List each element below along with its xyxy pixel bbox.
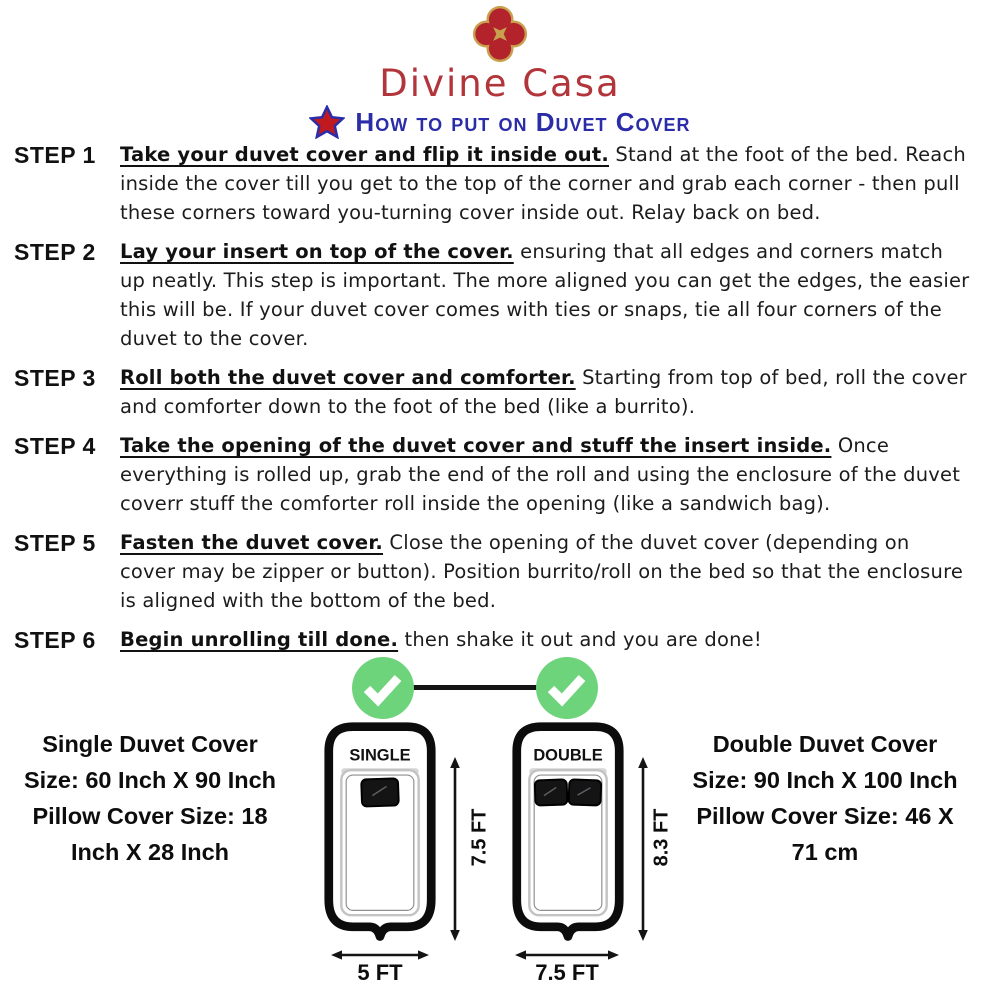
step-label: STEP 5 <box>14 530 96 556</box>
single-bed-diagram <box>322 718 438 954</box>
step-body: ensuring that all edges and corners match up neatly. This step is important. The more aligned you can get the edges, the easier this will be. If your duvet cover comes with ties or snaps, tie all four corners of the duvet to the cover. <box>120 240 970 350</box>
pillow-icon <box>535 779 568 805</box>
step-lead: Begin unrolling till done. <box>120 628 399 651</box>
step-text <box>120 363 970 421</box>
single-pillow-size: Pillow Cover Size: 18 Inch X 28 Inch <box>32 803 268 865</box>
step-body: then shake it out and you are done! <box>398 628 762 651</box>
step-text <box>120 528 970 615</box>
connector-line <box>410 685 540 690</box>
steps-list <box>14 140 970 664</box>
step-row-1 <box>14 140 970 227</box>
step-lead: Take your duvet cover and flip it inside out. <box>120 143 610 166</box>
step-lead: Lay your insert on top of the cover. <box>120 240 514 263</box>
page-title: How to put on Duvet Cover <box>355 106 691 137</box>
star-icon <box>309 105 345 139</box>
checkmark-icon <box>352 657 414 719</box>
checkmark-icon <box>536 657 598 719</box>
title-row <box>0 105 1000 139</box>
step-lead: Take the opening of the duvet cover and stuff the insert inside. <box>120 434 832 457</box>
height-arrow-icon <box>634 756 652 946</box>
bed-label: SINGLE <box>349 746 411 765</box>
step-row-4 <box>14 431 970 518</box>
step-label: STEP 4 <box>14 433 96 459</box>
step-body: Close the opening of the duvet cover (depending on cover may be zipper or button). Position burrito/roll on the bed so that the enclosure is aligned with the bottom of the bed. <box>120 531 964 612</box>
single-width-label: 5 FT <box>357 960 403 985</box>
single-duvet-size: Single Duvet Cover Size: 60 Inch X 90 Inch <box>23 731 277 793</box>
pillow-icon <box>569 779 602 805</box>
step-label: STEP 6 <box>14 627 96 653</box>
double-height-label: 8.3 FT <box>650 808 673 867</box>
brand-name: Divine Casa <box>379 62 621 105</box>
single-height-label: 7.5 FT <box>468 808 491 867</box>
step-text <box>120 431 970 518</box>
step-row-2 <box>14 237 970 353</box>
step-body: Once everything is rolled up, grab the end of the roll and using the enclosure of the duvet coverr stuff the comforter roll inside the opening (like a sandwich bag). <box>120 434 961 515</box>
step-label: STEP 2 <box>14 239 96 265</box>
header <box>0 4 1000 139</box>
double-duvet-size: Double Duvet Cover Size: 90 Inch X 100 Inch <box>692 731 958 793</box>
pillow-icon <box>361 778 399 806</box>
brand-logo-icon <box>0 4 1000 64</box>
step-body: Stand at the foot of the bed. Reach inside the cover till you get to the top of the corner and grab each corner - then pull these corners toward you-turning cover inside out. Relay back on bed. <box>120 143 966 224</box>
quatrefoil-flower-icon <box>467 4 533 64</box>
single-size-text <box>15 726 285 870</box>
check-circle-icon <box>352 657 414 719</box>
step-label: STEP 3 <box>14 365 96 391</box>
step-text <box>120 237 970 353</box>
step-lead: Fasten the duvet cover. <box>120 531 384 554</box>
double-pillow-size: Pillow Cover Size: 46 X 71 cm <box>696 803 954 865</box>
height-arrow-icon <box>446 756 464 946</box>
step-lead: Roll both the duvet cover and comforter. <box>120 366 576 389</box>
step-row-3 <box>14 363 970 421</box>
step-label: STEP 1 <box>14 142 96 168</box>
double-bed-diagram <box>510 718 626 954</box>
bed-label: DOUBLE <box>533 746 603 765</box>
step-body: Starting from top of bed, roll the cover and comforter down to the foot of the bed (like a burrito). <box>120 366 967 418</box>
step-row-5 <box>14 528 970 615</box>
double-width-label: 7.5 FT <box>535 960 599 985</box>
check-circle-icon <box>536 657 598 719</box>
double-size-text <box>690 726 960 870</box>
bed-size-diagram <box>0 648 1000 1000</box>
step-text <box>120 140 970 227</box>
